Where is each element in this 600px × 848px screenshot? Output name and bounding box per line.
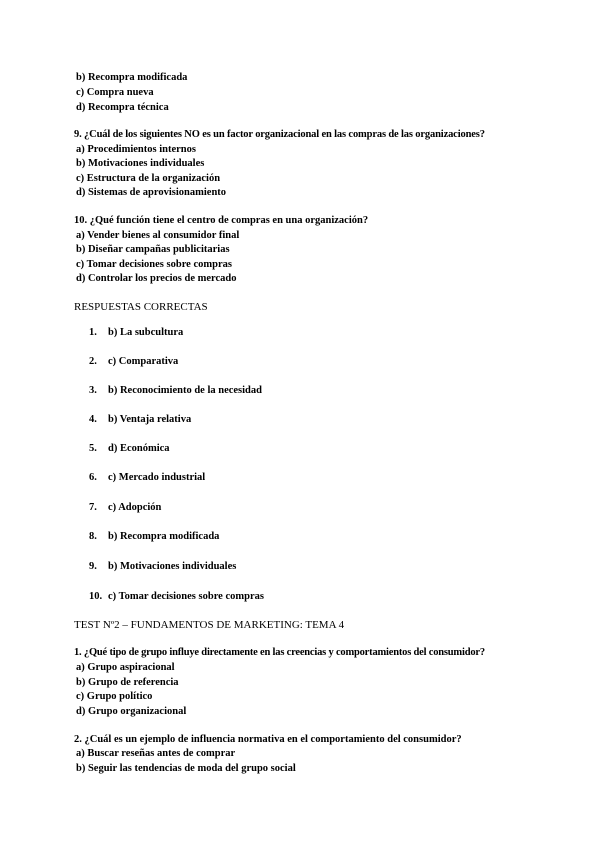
option-line: b) Seguir las tendencias de moda del grupo social: [76, 763, 296, 774]
answer-number: 6.: [89, 472, 97, 483]
option-line: b) Motivaciones individuales: [76, 158, 205, 169]
answer-number: 4.: [89, 414, 97, 425]
question-9: 9. ¿Cuál de los siguientes NO es un factor organizacional en las compras de las organizaciones?: [74, 129, 485, 140]
answer-number: 10.: [89, 591, 103, 602]
answer-text: c) Tomar decisiones sobre compras: [108, 591, 264, 602]
option-line: d) Grupo organizacional: [76, 706, 187, 717]
answer-text: c) Mercado industrial: [108, 472, 206, 483]
answer-text: b) La subcultura: [108, 327, 184, 338]
answer-number: 3.: [89, 385, 97, 396]
option-line: b) Recompra modificada: [76, 72, 188, 83]
question-10: 10. ¿Qué función tiene el centro de compras en una organización?: [74, 215, 369, 226]
answer-number: 7.: [89, 502, 97, 513]
option-line: a) Grupo aspiracional: [76, 662, 175, 673]
test2-question-2: 2. ¿Cuál es un ejemplo de influencia normativa en el comportamiento del consumidor?: [74, 734, 462, 745]
option-line: a) Vender bienes al consumidor final: [76, 230, 240, 241]
answer-number: 1.: [89, 327, 97, 338]
option-line: b) Grupo de referencia: [76, 677, 179, 688]
answer-number: 2.: [89, 356, 97, 367]
answer-number: 8.: [89, 531, 97, 542]
answer-text: b) Reconocimiento de la necesidad: [108, 385, 262, 396]
option-line: d) Sistemas de aprovisionamiento: [76, 187, 227, 198]
option-line: c) Compra nueva: [76, 87, 154, 98]
answer-text: b) Recompra modificada: [108, 531, 220, 542]
option-line: a) Procedimientos internos: [76, 144, 196, 155]
test2-heading: TEST Nº2 – FUNDAMENTOS DE MARKETING: TEMA 4: [74, 619, 345, 631]
answer-text: c) Adopción: [108, 502, 162, 513]
option-line: d) Controlar los precios de mercado: [76, 273, 237, 284]
answer-number: 9.: [89, 561, 97, 572]
answer-text: c) Comparativa: [108, 356, 179, 367]
answer-number: 5.: [89, 443, 97, 454]
option-line: a) Buscar reseñas antes de comprar: [76, 748, 236, 759]
option-line: d) Recompra técnica: [76, 102, 169, 113]
answer-text: b) Motivaciones individuales: [108, 561, 237, 572]
test2-question-1: 1. ¿Qué tipo de grupo influye directamente en las creencias y comportamientos del consumidor?: [74, 647, 485, 658]
answers-heading: RESPUESTAS CORRECTAS: [74, 301, 208, 313]
option-line: b) Diseñar campañas publicitarias: [76, 244, 230, 255]
answer-text: b) Ventaja relativa: [108, 414, 192, 425]
option-line: c) Grupo político: [76, 691, 153, 702]
answer-text: d) Económica: [108, 443, 170, 454]
option-line: c) Tomar decisiones sobre compras: [76, 259, 232, 270]
option-line: c) Estructura de la organización: [76, 173, 221, 184]
